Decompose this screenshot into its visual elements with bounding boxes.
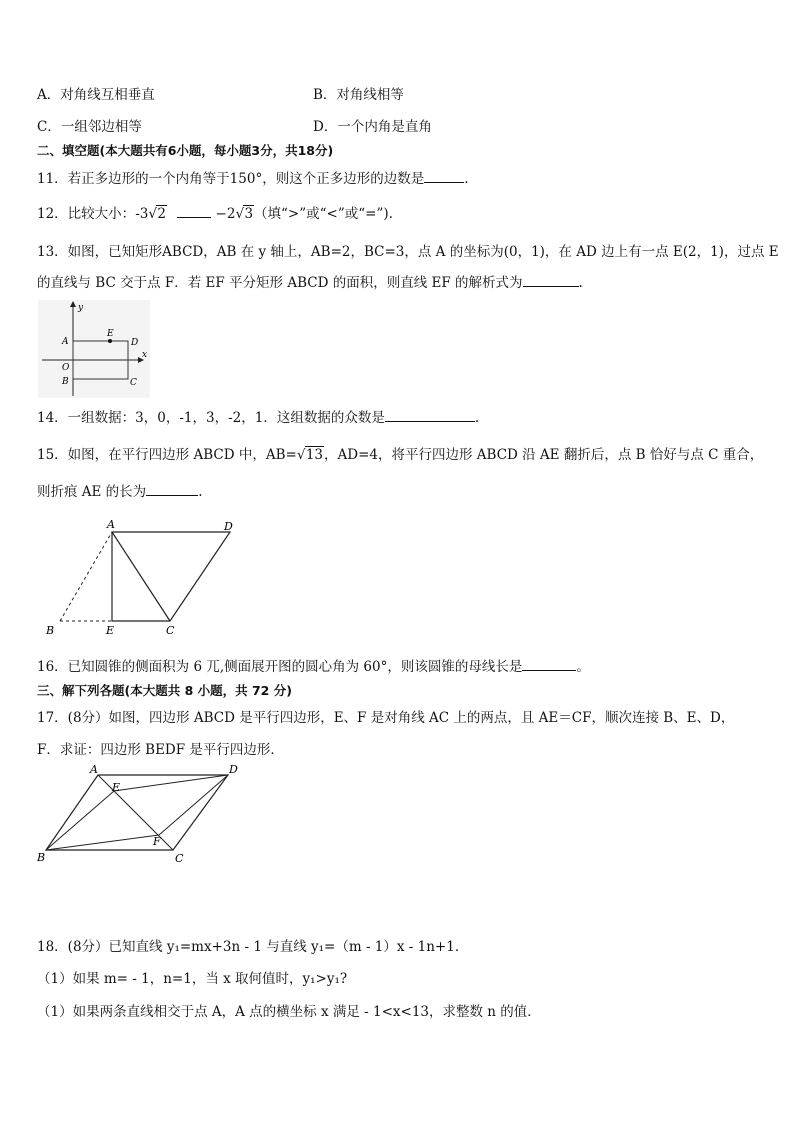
- q13-label-c: C: [130, 378, 137, 388]
- q15-dashed-ab: [60, 532, 112, 621]
- q15-end: .: [198, 484, 203, 500]
- q17-label-b: B: [37, 851, 46, 864]
- question-13-line2: [37, 271, 583, 291]
- q17-label-f: F: [153, 835, 161, 848]
- q15-label-d: D: [224, 520, 233, 533]
- q12-b-coef: −2: [215, 206, 236, 222]
- q16-answer-blank: [522, 658, 576, 671]
- q13-label-d: D: [131, 338, 139, 348]
- q14-answer-blank: [385, 409, 475, 422]
- q18-line1: 18．(8分）已知直线 y₁=mx+3n - 1 与直线 y₁=（m - 1）x - 1n+1．: [37, 939, 469, 955]
- q13-label-b: B: [62, 377, 69, 387]
- q15-line1-b: ，AD=4，将平行四边形 ABCD 沿 AE 翻折后，点 B 恰好与点 C 重合，: [324, 447, 764, 463]
- q15-segment-ac: [112, 532, 170, 621]
- q17-label-a: A: [90, 763, 98, 776]
- q17-segment-be: [46, 791, 114, 850]
- q17-line2: F．求证：四边形 BEDF 是平行四边形．: [37, 742, 284, 758]
- q13-point-e: [108, 339, 112, 343]
- option-d: D．一个内角是直角: [313, 119, 432, 135]
- section2-heading: 二、填空题(本大题共有6小题，每小题3分，共18分): [37, 143, 334, 158]
- q17-label-e: E: [112, 781, 121, 794]
- option-a: A．对角线互相垂直: [37, 87, 155, 103]
- q13-label-x: x: [142, 350, 148, 360]
- q16-end: 。: [576, 659, 590, 675]
- q15-label-e: E: [106, 624, 115, 637]
- q17-diagonal-ac: [98, 775, 173, 850]
- question-11: [37, 167, 469, 187]
- q13-figure: [38, 300, 150, 398]
- q11-answer-blank: [424, 170, 464, 183]
- q15-label-c: C: [166, 624, 175, 637]
- q18-line3: （1）如果两条直线相交于点 A，A 点的横坐标 x 满足 - 1<x<13，求整数 n 的值．: [37, 1004, 541, 1020]
- q16-text: 16．已知圆锥的侧面积为 6 兀,侧面展开图的圆心角为 60°，则该圆锥的母线长是: [37, 659, 523, 675]
- q15-label-a: A: [107, 518, 115, 531]
- question-16: [37, 655, 590, 675]
- q13-label-y: y: [78, 303, 84, 313]
- q12-a-sqrt: √ 2: [148, 206, 166, 222]
- q12-b-sqrt: √ 3: [235, 206, 254, 222]
- q13-label-a: A: [62, 337, 69, 347]
- q17-parallelogram: [46, 775, 228, 850]
- q17-line1: 17．(8分）如图，四边形 ABCD 是平行四边形，E、F 是对角线 AC 上的两点，且 AE＝CF，顺次连接 B、E、D，: [37, 710, 735, 726]
- q17-segment-df: [159, 775, 228, 835]
- question-15-line2: [37, 480, 202, 500]
- q17-label-d: D: [229, 763, 238, 776]
- q12-answer-blank: [177, 205, 211, 218]
- question-14: [37, 406, 479, 426]
- q12-prefix: 12．比较大小：: [37, 206, 136, 222]
- q13-end: .: [578, 275, 583, 291]
- q14-end: .: [474, 410, 480, 426]
- q15-sqrt: √ 13: [296, 447, 324, 463]
- q11-text: 11．若正多边形的一个内角等于150°，则这个正多边形的边数是: [37, 171, 425, 187]
- q15-line1-a: 15．如图，在平行四边形 ABCD 中，AB=: [37, 447, 297, 463]
- option-c: C．一组邻边相等: [37, 119, 142, 135]
- option-b: B．对角线相等: [313, 87, 404, 103]
- section3-heading: 三、解下列各题(本大题共 8 小题，共 72 分): [37, 683, 292, 698]
- q17-segment-fb: [46, 835, 159, 850]
- q18-line2: （1）如果 m= - 1，n=1，当 x 取何值时，y₁>y₁?: [37, 971, 348, 987]
- q15-quadrilateral: [112, 532, 230, 621]
- question-15-line1: [37, 443, 763, 463]
- question-12: [37, 202, 393, 222]
- q15-line2: 则折痕 AE 的长为: [37, 484, 147, 500]
- q17-label-c: C: [175, 852, 184, 865]
- q13-label-o: O: [62, 363, 70, 373]
- q11-end: .: [464, 171, 469, 187]
- q13-line2: 的直线与 BC 交于点 F．若 EF 平分矩形 ABCD 的面积，则直线 EF 的解析式为: [37, 275, 523, 291]
- q12-suffix: （填“>”或“<”或“=”).: [254, 206, 393, 222]
- q17-figure: [32, 760, 247, 870]
- q12-a-coef: -3: [135, 206, 149, 222]
- q17-segment-ed: [114, 775, 228, 791]
- q15-figure: [40, 515, 250, 640]
- q13-label-e: E: [107, 329, 114, 339]
- q13-answer-blank: [523, 274, 579, 287]
- q15-answer-blank: [146, 483, 198, 496]
- q14-text: 14．一组数据：3，0，-1，3，-2，1．这组数据的众数是: [37, 410, 385, 426]
- q15-label-b: B: [46, 624, 55, 637]
- q13-line1: 13．如图，已知矩形ABCD，AB 在 y 轴上，AB=2，BC=3，点 A 的坐标为(0，1)，在 AD 边上有一点 E(2，1)，过点 E: [37, 244, 779, 260]
